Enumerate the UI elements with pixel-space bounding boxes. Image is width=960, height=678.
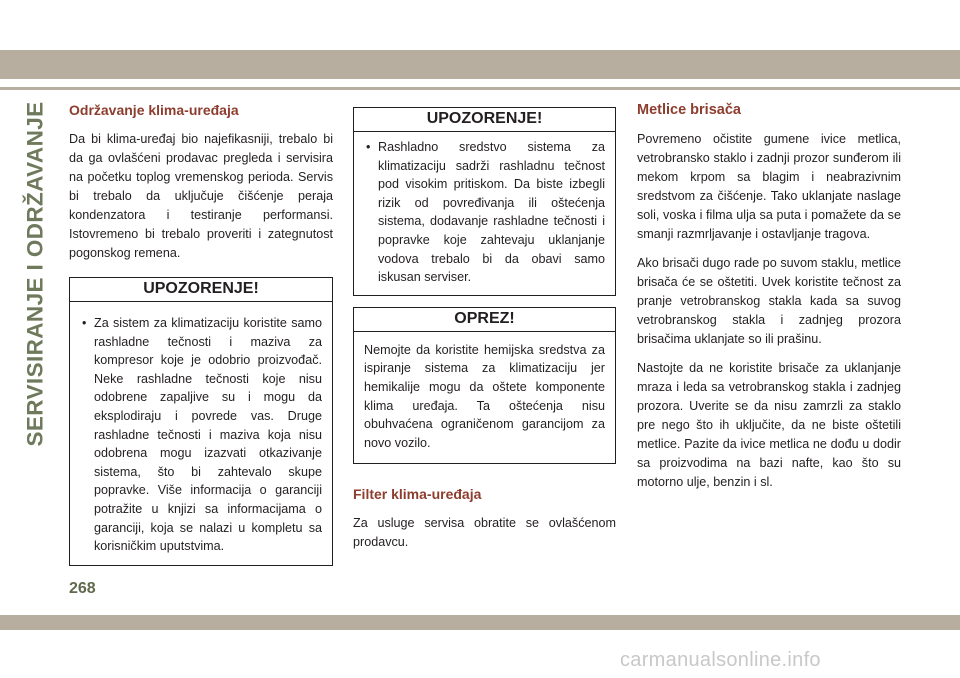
warning-list	[364, 138, 605, 287]
paragraph-ac-maintenance: Da bi klima-uređaj bio najefikasniji, trebalo bi da ga ovlašćeni prodavac pregleda i servisira na početku toplog vremenskog perioda. Servis bi trebalo da uključuje čišćenje peraja kondenzatora i testiranje performansi. Istovremeno bi trebalo proveriti i zategnutost pogonskog remena.	[69, 132, 333, 260]
warning-box-title: UPOZORENJE!	[70, 278, 332, 302]
caution-box-chemicals	[353, 307, 616, 465]
warning-item: • Za sistem za klimatizaciju koristite samo rashladne tečnosti i maziva za kompresor koje je odobrio proizvođač. Neke rashladne tečnosti koje nisu odobrene zapaljive su i mogu da eksplodiraju i povrede vas. Druge rashladne tečnosti i maziva koja nisu odobrena mogu izazvati otkazivanje sistema, što bi zahtevalo skupe popravke. Više informacija o garanciji potražite u knjizi sa informacijama o garanciji, koja se nalazi u kompletu sa korisničkim uputstvima.	[94, 314, 322, 556]
page-number: 268	[69, 580, 96, 597]
paragraph-wiper-cleaning: Povremeno očistite gumene ivice metlica, vetrobransko staklo i zadnji prozor sunđerom ili mekom krpom sa blagim i neabrazivnim sredstvom za čišćenje. Tako uklanjate naslage soli, voska i filma ulja sa puta i pomažete da se smanji razmrljavanje i ostavljanje tragova.	[637, 132, 901, 241]
section-side-title-text: SERVISIRANJE I ODRŽAVANJE	[23, 101, 49, 447]
paragraph-wiper-dry-glass: Ako brisači dugo rade po suvom staklu, metlice brisača će se oštetiti. Uvek koristite tečnost za pranje vetrobranskog stakla kada sa suvog vetrobranskog stakla i zadnjeg prozora brisačima uklanjate so ili prašinu.	[637, 256, 901, 346]
header-rule	[0, 87, 960, 90]
heading-ac-maintenance: Održavanje klima-uređaja	[69, 102, 239, 118]
watermark-text: carmanualsonline.info	[620, 649, 821, 671]
section-side-title	[21, 101, 51, 447]
heading-ac-filter: Filter klima-uređaja	[353, 486, 482, 503]
caution-text: Nemojte da koristite hemijska sredstva za ispiranje sistema za klimatizaciju jer hemikalije mogu da oštete komponente klima uređaja. Ta oštećenja nisu obuhvaćena ograničenom garancijom za novo vozilo.	[364, 342, 605, 450]
header-band	[0, 50, 960, 79]
warning-list	[80, 314, 322, 556]
warning-box-title: UPOZORENJE!	[354, 108, 615, 132]
column-3	[637, 102, 901, 502]
warning-box-refrigerant	[69, 277, 333, 566]
caution-box-title: OPREZ!	[354, 308, 615, 332]
warning-item: • Rashladno sredstvo sistema za klimatizaciju sadrži rashladnu tečnost pod visokim pritiskom. Da biste izbegli rizik od povređivanja ili oštećenja sistema, dodavanje rashladne tečnosti i popravke koje zahtevaju uklanjanje vodova trebalo bi da obavi samo iskusan serviser.	[378, 138, 605, 287]
column-2	[353, 107, 616, 562]
heading-wiper-blades: Metlice brisača	[637, 102, 741, 118]
footer-band	[0, 615, 960, 630]
warning-box-pressure	[353, 107, 616, 296]
paragraph-wiper-ice: Nastojte da ne koristite brisače za uklanjanje mraza i leda sa vetrobranskog stakla i zadnjeg prozora. Uverite se da nisu zamrzli za staklo pre nego što ih uključite, da ne biste oštetili metlice. Pazite da ivice metlica ne dođu u dodir sa proizvodima na bazi nafte, kao što su motorno ulje, benzin i sl.	[637, 361, 901, 489]
column-1	[69, 102, 333, 566]
paragraph-ac-filter: Za usluge servisa obratite se ovlašćenom prodavcu.	[353, 516, 616, 550]
